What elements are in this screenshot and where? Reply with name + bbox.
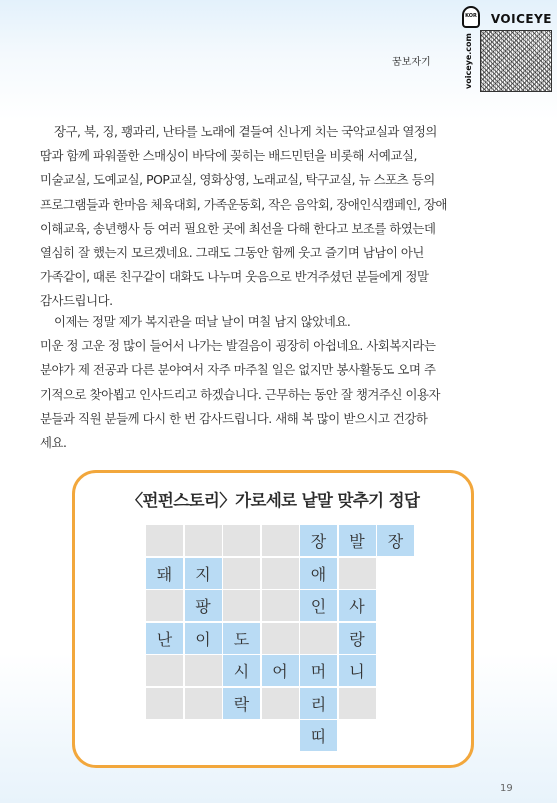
puzzle-cell <box>223 720 260 751</box>
paragraph-line: 미운 정 고운 정 많이 들어서 나가는 발걸음이 굉장히 아쉽네요. 사회복지라는 <box>40 338 436 354</box>
voiceye-url: voiceye.com <box>464 33 473 89</box>
puzzle-cell <box>146 655 183 686</box>
puzzle-cell: 팡 <box>185 590 222 621</box>
puzzle-cell: 지 <box>185 558 222 589</box>
section-label: 꿈보자기 <box>392 57 431 68</box>
puzzle-cell <box>377 655 414 686</box>
puzzle-cell <box>262 688 299 719</box>
puzzle-cell <box>262 623 299 654</box>
paragraph-line: 감사드립니다. <box>40 293 113 309</box>
puzzle-cell: 띠 <box>300 720 337 751</box>
puzzle-cell <box>339 720 376 751</box>
puzzle-cell: 장 <box>300 525 337 556</box>
voiceye-brand: VOICEYE <box>490 12 552 26</box>
puzzle-cell <box>377 688 414 719</box>
puzzle-cell <box>146 688 183 719</box>
paragraph-line: 가족같이, 때론 친구같이 대화도 나누며 웃음으로 반겨주셨던 분들에게 정말 <box>40 269 429 285</box>
puzzle-cell: 도 <box>223 623 260 654</box>
puzzle-cell <box>300 623 337 654</box>
paragraph-line: 장구, 북, 징, 꽹과리, 난타를 노래에 곁들여 신나게 치는 국악교실과 열정의 <box>54 124 437 139</box>
puzzle-card <box>72 470 474 768</box>
puzzle-cell: 사 <box>339 590 376 621</box>
paragraph-line: 기적으로 찾아뵙고 인사드리고 하겠습니다. 근무하는 동안 잘 챙겨주신 이용자 <box>40 386 441 402</box>
paragraph-line: 세요. <box>40 435 67 451</box>
voiceye-block <box>458 4 554 92</box>
puzzle-cell: 애 <box>300 558 337 589</box>
puzzle-cell <box>223 525 260 556</box>
puzzle-cell <box>377 623 414 654</box>
puzzle-cell <box>223 558 260 589</box>
puzzle-cell: 발 <box>339 525 376 556</box>
paragraph-line: 이해교육, 송년행사 등 여러 필요한 곳에 최선을 다해 한다고 보조를 하였는데 <box>40 220 436 236</box>
puzzle-cell <box>377 720 414 751</box>
puzzle-cell <box>146 525 183 556</box>
paragraph-line: 프로그램들과 한마음 체육대회, 가족운동회, 작은 음악회, 장애인식캠페인, 장애 <box>40 196 447 212</box>
paragraph-line: 미술교실, 도예교실, POP교실, 영화상영, 노래교실, 탁구교실, 뉴 스포츠 등의 <box>40 172 435 188</box>
puzzle-cell <box>377 590 414 621</box>
kor-badge-icon: KOR <box>462 6 480 28</box>
puzzle-cell <box>185 525 222 556</box>
voiceye-code-icon[interactable] <box>480 30 552 92</box>
puzzle-cell <box>262 720 299 751</box>
puzzle-cell <box>339 558 376 589</box>
puzzle-cell: 머 <box>300 655 337 686</box>
puzzle-cell: 리 <box>300 688 337 719</box>
puzzle-cell <box>185 720 222 751</box>
puzzle-cell <box>185 688 222 719</box>
puzzle-cell: 장 <box>377 525 414 556</box>
puzzle-cell: 락 <box>223 688 260 719</box>
puzzle-cell <box>185 655 222 686</box>
page-number: 19 <box>500 783 513 794</box>
paragraph-2 <box>40 310 518 455</box>
puzzle-cell: 이 <box>185 623 222 654</box>
puzzle-cell: 인 <box>300 590 337 621</box>
paragraph-line: 분야가 제 전공과 다른 분야여서 자주 마주칠 일은 없지만 봉사활동도 오며 주 <box>40 362 436 378</box>
paragraph-line: 분들과 직원 분들께 다시 한 번 감사드립니다. 새해 복 많이 받으시고 건강하 <box>40 410 428 426</box>
puzzle-cell: 난 <box>146 623 183 654</box>
puzzle-cell <box>339 688 376 719</box>
puzzle-cell: 돼 <box>146 558 183 589</box>
puzzle-cell: 니 <box>339 655 376 686</box>
puzzle-cell <box>377 558 414 589</box>
puzzle-cell <box>262 525 299 556</box>
puzzle-cell <box>262 558 299 589</box>
paragraph-line: 땀과 함께 파워풀한 스매싱이 바닥에 꽂히는 배드민턴을 비롯해 서예교실, <box>40 148 417 164</box>
puzzle-title: 〈펀펀스토리〉가로세로 낱말 맞추기 정답 <box>126 491 420 510</box>
puzzle-cell <box>146 590 183 621</box>
puzzle-cell: 어 <box>262 655 299 686</box>
puzzle-grid <box>146 525 414 751</box>
puzzle-cell <box>262 590 299 621</box>
puzzle-cell <box>146 720 183 751</box>
paragraph-line: 이제는 정말 제가 복지관을 떠날 날이 며칠 남지 않았네요. <box>54 314 351 329</box>
paragraph-line: 열심히 잘 했는지 모르겠네요. 그래도 그동안 함께 웃고 즐기며 남남이 아닌 <box>40 245 424 261</box>
puzzle-cell: 시 <box>223 655 260 686</box>
puzzle-cell: 랑 <box>339 623 376 654</box>
puzzle-cell <box>223 590 260 621</box>
paragraph-1 <box>40 120 518 314</box>
